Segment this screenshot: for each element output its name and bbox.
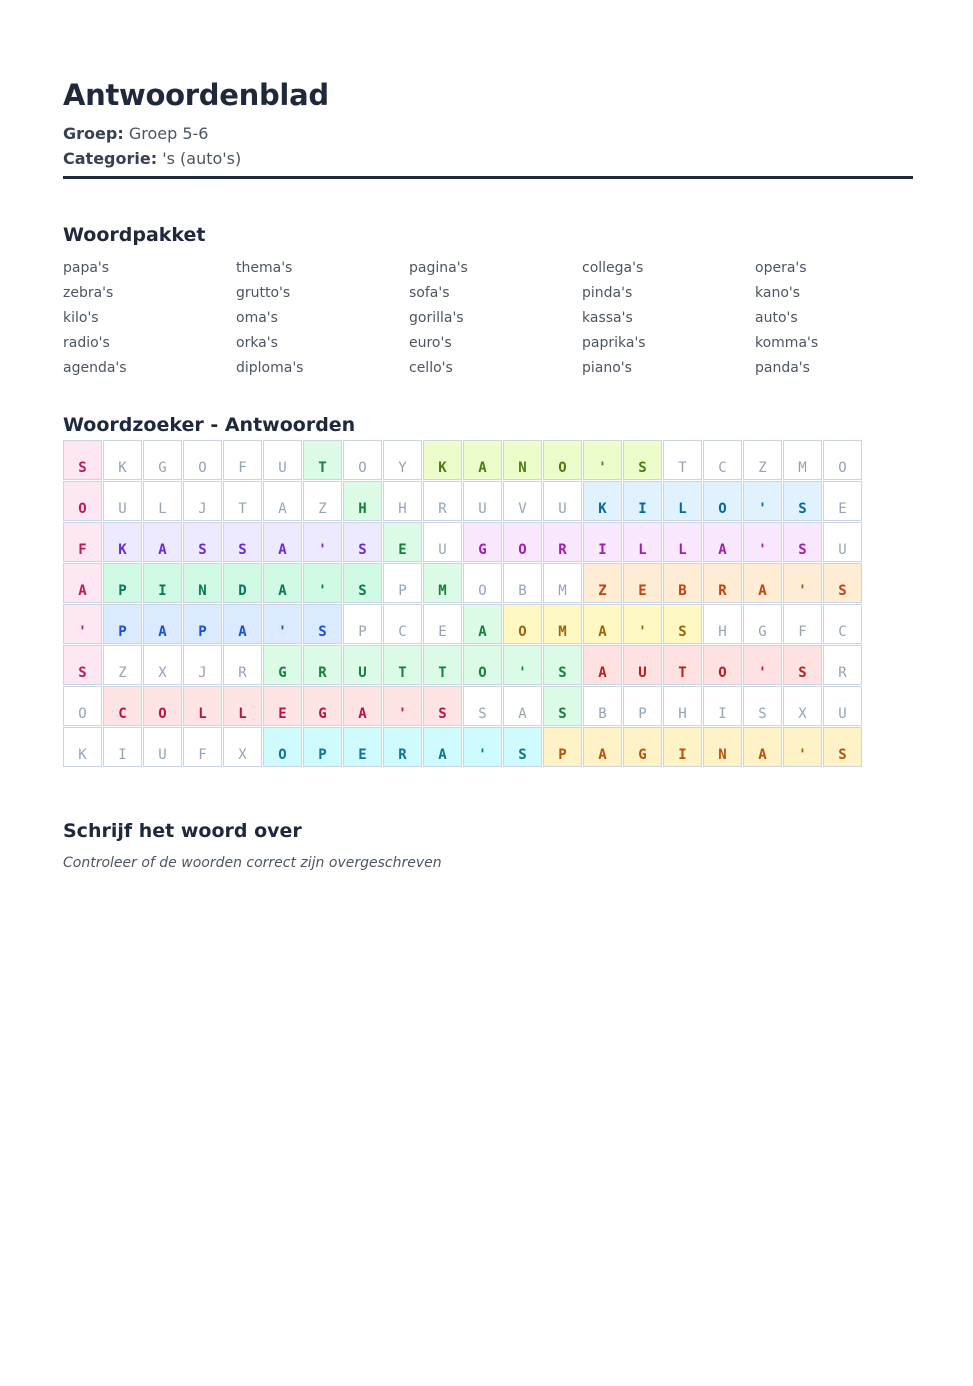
grid-cell: S xyxy=(623,440,662,480)
wordpack-word: kilo's xyxy=(63,310,99,326)
grid-cell: S xyxy=(543,645,582,685)
grid-cell: S xyxy=(303,604,342,644)
wordpack-word: agenda's xyxy=(63,360,127,376)
grid-cell: A xyxy=(423,727,462,767)
grid-cell: ' xyxy=(503,645,542,685)
wordpack-word: panda's xyxy=(755,360,810,376)
grid-cell: O xyxy=(503,522,542,562)
grid-cell: A xyxy=(463,440,502,480)
grid-cell: P xyxy=(103,563,142,603)
grid-cell: O xyxy=(543,440,582,480)
grid-cell: P xyxy=(303,727,342,767)
category-line xyxy=(63,149,241,168)
grid-cell: U xyxy=(543,481,582,521)
grid-cell: R xyxy=(543,522,582,562)
grid-cell: L xyxy=(223,686,262,726)
grid-cell: A xyxy=(743,563,782,603)
grid-cell: K xyxy=(103,522,142,562)
grid-cell: G xyxy=(743,604,782,644)
grid-cell: T xyxy=(423,645,462,685)
grid-cell: I xyxy=(143,563,182,603)
grid-cell: R xyxy=(223,645,262,685)
group-line xyxy=(63,124,208,143)
wordpack-word: collega's xyxy=(582,260,644,276)
grid-cell: M xyxy=(783,440,822,480)
grid-cell: E xyxy=(263,686,302,726)
grid-cell: ' xyxy=(383,686,422,726)
grid-cell: D xyxy=(223,563,262,603)
grid-cell: A xyxy=(743,727,782,767)
grid-cell: X xyxy=(143,645,182,685)
grid-cell: ' xyxy=(463,727,502,767)
grid-cell: H xyxy=(663,686,702,726)
grid-cell: ' xyxy=(743,645,782,685)
grid-cell: A xyxy=(63,563,102,603)
grid-cell: F xyxy=(63,522,102,562)
wordpack-word: pagina's xyxy=(409,260,468,276)
grid-cell: E xyxy=(343,727,382,767)
grid-cell: R xyxy=(423,481,462,521)
wordpack-word: opera's xyxy=(755,260,807,276)
grid-cell: A xyxy=(583,727,622,767)
grid-cell: S xyxy=(823,563,862,603)
wordpack-word: orka's xyxy=(236,335,278,351)
grid-cell: E xyxy=(383,522,422,562)
grid-cell: S xyxy=(183,522,222,562)
grid-cell: O xyxy=(63,686,102,726)
grid-cell: A xyxy=(583,645,622,685)
wordpack-list xyxy=(63,259,928,384)
grid-cell: A xyxy=(223,604,262,644)
grid-cell: V xyxy=(503,481,542,521)
grid-cell: U xyxy=(823,686,862,726)
grid-cell: U xyxy=(143,727,182,767)
writing-title: Schrijf het woord over xyxy=(63,820,302,842)
grid-cell: G xyxy=(463,522,502,562)
grid-cell: I xyxy=(703,686,742,726)
grid-cell: G xyxy=(143,440,182,480)
grid-cell: U xyxy=(823,522,862,562)
grid-cell: ' xyxy=(783,727,822,767)
grid-cell: S xyxy=(463,686,502,726)
grid-cell: S xyxy=(63,645,102,685)
grid-cell: I xyxy=(103,727,142,767)
grid-cell: A xyxy=(263,522,302,562)
grid-cell: U xyxy=(623,645,662,685)
grid-cell: R xyxy=(383,727,422,767)
grid-cell: L xyxy=(623,522,662,562)
grid-cell: O xyxy=(63,481,102,521)
grid-cell: Z xyxy=(583,563,622,603)
grid-cell: P xyxy=(103,604,142,644)
grid-cell: A xyxy=(143,522,182,562)
grid-cell: U xyxy=(263,440,302,480)
grid-cell: C xyxy=(383,604,422,644)
grid-cell: R xyxy=(823,645,862,685)
grid-cell: Y xyxy=(383,440,422,480)
grid-cell: T xyxy=(663,645,702,685)
grid-cell: O xyxy=(703,645,742,685)
grid-cell: S xyxy=(783,522,822,562)
grid-cell: N xyxy=(183,563,222,603)
wordpack-word: radio's xyxy=(63,335,110,351)
grid-cell: ' xyxy=(743,522,782,562)
grid-cell: R xyxy=(303,645,342,685)
grid-cell: O xyxy=(183,440,222,480)
grid-cell: F xyxy=(783,604,822,644)
grid-cell: O xyxy=(343,440,382,480)
grid-cell: U xyxy=(423,522,462,562)
grid-cell: S xyxy=(423,686,462,726)
grid-cell: S xyxy=(503,727,542,767)
grid-cell: G xyxy=(263,645,302,685)
grid-cell: O xyxy=(143,686,182,726)
grid-cell: J xyxy=(183,481,222,521)
grid-cell: M xyxy=(543,563,582,603)
grid-cell: S xyxy=(543,686,582,726)
grid-cell: L xyxy=(663,481,702,521)
wordpack-word: thema's xyxy=(236,260,293,276)
grid-cell: K xyxy=(63,727,102,767)
grid-cell: P xyxy=(623,686,662,726)
grid-cell: Z xyxy=(303,481,342,521)
grid-cell: H xyxy=(703,604,742,644)
grid-cell: U xyxy=(463,481,502,521)
wordpack-word: kano's xyxy=(755,285,801,301)
grid-cell: T xyxy=(663,440,702,480)
grid-cell: A xyxy=(583,604,622,644)
grid-cell: B xyxy=(583,686,622,726)
grid-cell: C xyxy=(103,686,142,726)
grid-cell: ' xyxy=(63,604,102,644)
grid-cell: L xyxy=(663,522,702,562)
grid-cell: L xyxy=(183,686,222,726)
grid-cell: I xyxy=(623,481,662,521)
grid-cell: Z xyxy=(743,440,782,480)
grid-cell: Z xyxy=(103,645,142,685)
wordpack-word: diploma's xyxy=(236,360,304,376)
grid-cell: S xyxy=(743,686,782,726)
grid-cell: T xyxy=(383,645,422,685)
grid-cell: T xyxy=(223,481,262,521)
grid-cell: ' xyxy=(743,481,782,521)
grid-cell: J xyxy=(183,645,222,685)
grid-cell: A xyxy=(263,563,302,603)
grid-cell: ' xyxy=(303,522,342,562)
grid-cell: S xyxy=(663,604,702,644)
grid-cell: S xyxy=(823,727,862,767)
grid-cell: F xyxy=(183,727,222,767)
grid-cell: A xyxy=(263,481,302,521)
grid-cell: A xyxy=(143,604,182,644)
header-divider xyxy=(63,176,913,179)
grid-cell: S xyxy=(343,563,382,603)
grid-cell: C xyxy=(823,604,862,644)
grid-cell: K xyxy=(583,481,622,521)
group-label: Groep: xyxy=(63,124,124,143)
grid-cell: R xyxy=(703,563,742,603)
grid-cell: P xyxy=(183,604,222,644)
grid-cell: X xyxy=(783,686,822,726)
wordpack-word: auto's xyxy=(755,310,798,326)
grid-cell: B xyxy=(503,563,542,603)
grid-cell: P xyxy=(383,563,422,603)
grid-cell: C xyxy=(703,440,742,480)
grid-cell: S xyxy=(63,440,102,480)
wordpack-word: cello's xyxy=(409,360,453,376)
grid-cell: S xyxy=(343,522,382,562)
wordpack-word: pinda's xyxy=(582,285,633,301)
grid-cell: K xyxy=(423,440,462,480)
grid-cell: S xyxy=(783,481,822,521)
grid-cell: I xyxy=(583,522,622,562)
wordpack-word: piano's xyxy=(582,360,632,376)
category-value: 's (auto's) xyxy=(162,149,242,168)
grid-cell: T xyxy=(303,440,342,480)
grid-cell: A xyxy=(343,686,382,726)
wordpack-word: gorilla's xyxy=(409,310,464,326)
grid-cell: U xyxy=(343,645,382,685)
wordpack-word: zebra's xyxy=(63,285,114,301)
grid-cell: O xyxy=(463,563,502,603)
grid-cell: A xyxy=(463,604,502,644)
grid-cell: A xyxy=(503,686,542,726)
grid-cell: E xyxy=(423,604,462,644)
group-value: Groep 5-6 xyxy=(128,124,209,143)
wordpack-word: komma's xyxy=(755,335,819,351)
grid-cell: O xyxy=(463,645,502,685)
grid-cell: E xyxy=(623,563,662,603)
wordpack-word: oma's xyxy=(236,310,278,326)
grid-cell: K xyxy=(103,440,142,480)
grid-cell: ' xyxy=(783,563,822,603)
page-title: Antwoordenblad xyxy=(63,78,329,112)
grid-cell: O xyxy=(263,727,302,767)
grid-cell: ' xyxy=(303,563,342,603)
wordpack-word: papa's xyxy=(63,260,110,276)
grid-cell: L xyxy=(143,481,182,521)
category-label: Categorie: xyxy=(63,149,158,168)
wordpack-word: grutto's xyxy=(236,285,291,301)
grid-cell: N xyxy=(503,440,542,480)
grid-cell: S xyxy=(783,645,822,685)
wordpack-word: euro's xyxy=(409,335,452,351)
wordpack-word: kassa's xyxy=(582,310,633,326)
grid-cell: P xyxy=(343,604,382,644)
writing-note: Controleer of de woorden correct zijn overgeschreven xyxy=(63,855,442,871)
grid-cell: G xyxy=(303,686,342,726)
grid-cell: N xyxy=(703,727,742,767)
grid-cell: X xyxy=(223,727,262,767)
word-search-grid xyxy=(63,440,863,768)
grid-cell: O xyxy=(503,604,542,644)
grid-cell: H xyxy=(383,481,422,521)
grid-cell: U xyxy=(103,481,142,521)
grid-cell: O xyxy=(703,481,742,521)
puzzle-title: Woordzoeker - Antwoorden xyxy=(63,414,356,436)
grid-cell: F xyxy=(223,440,262,480)
grid-cell: E xyxy=(823,481,862,521)
grid-cell: ' xyxy=(623,604,662,644)
grid-cell: H xyxy=(343,481,382,521)
grid-cell: ' xyxy=(583,440,622,480)
grid-cell: M xyxy=(543,604,582,644)
grid-cell: S xyxy=(223,522,262,562)
grid-cell: ' xyxy=(263,604,302,644)
grid-cell: P xyxy=(543,727,582,767)
wordpack-title: Woordpakket xyxy=(63,224,206,246)
grid-cell: M xyxy=(423,563,462,603)
grid-cell: A xyxy=(703,522,742,562)
grid-cell: G xyxy=(623,727,662,767)
grid-cell: B xyxy=(663,563,702,603)
grid-cell: I xyxy=(663,727,702,767)
grid-cell: O xyxy=(823,440,862,480)
wordpack-word: sofa's xyxy=(409,285,450,301)
wordpack-word: paprika's xyxy=(582,335,646,351)
